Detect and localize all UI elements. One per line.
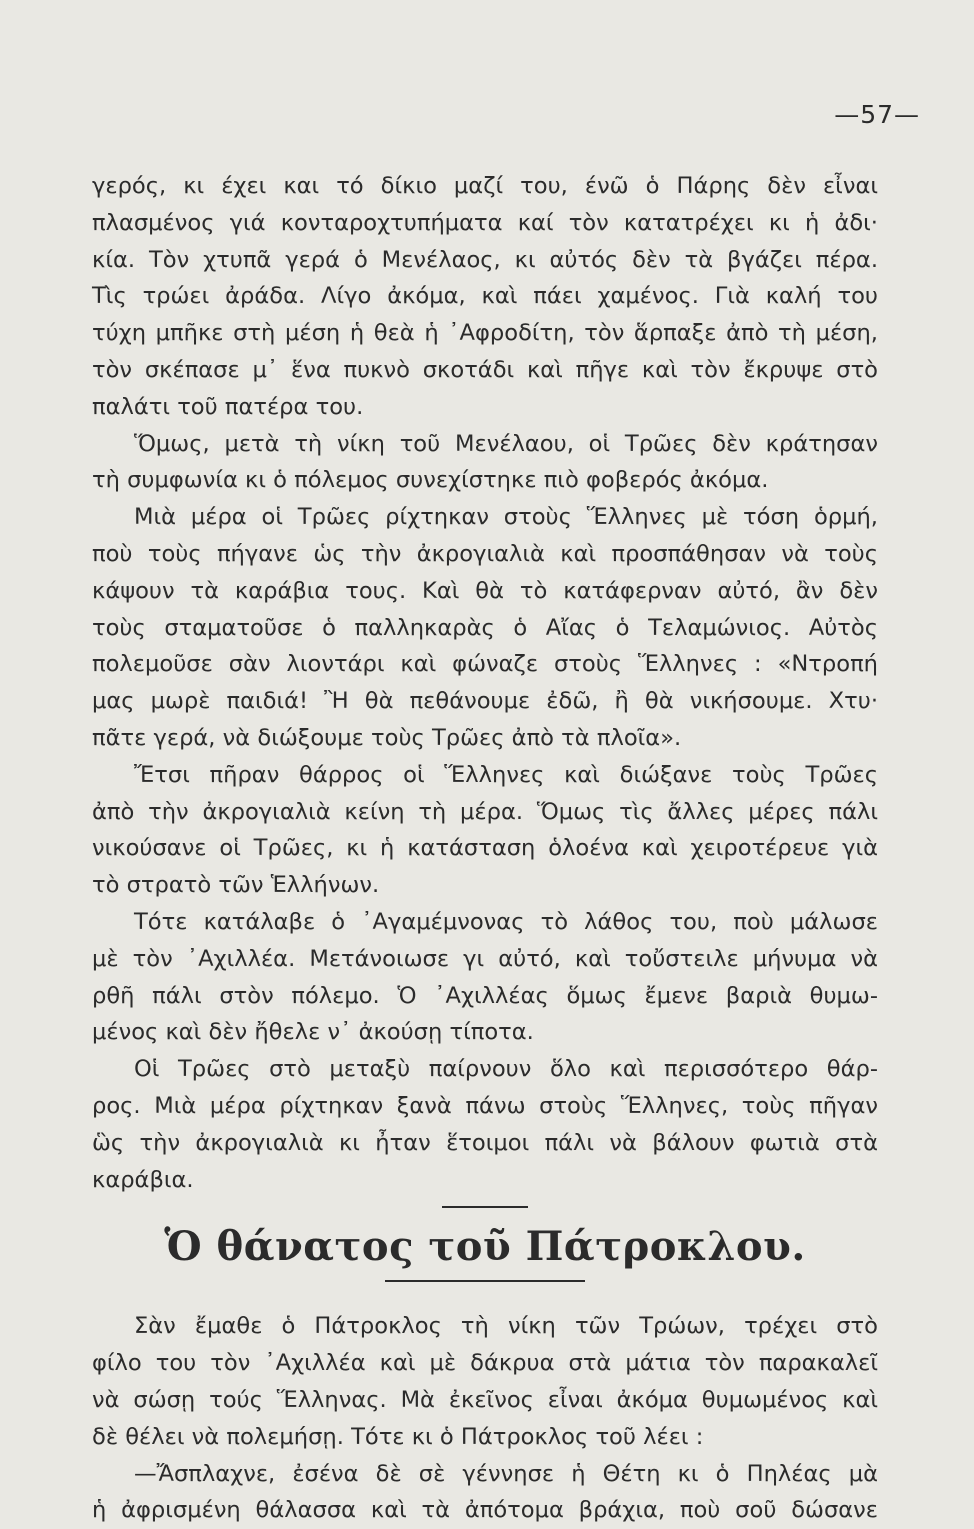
- text-line: Σὰν ἔμαθε ὁ Πάτροκλος τὴ νίκη τῶν Τρώων, τρέχει στὸ: [92, 1308, 878, 1345]
- text-line: κία. Τὸν χτυπᾶ γερά ὁ Μενέλαος, κι αὐτός δὲν τὰ βγάζει πέρα.: [92, 242, 878, 279]
- text-line: τοὺς σταματοῦσε ὁ παλληκαρὰς ὁ Αἴας ὁ Τελαμώνιος. Αὐτὸς: [92, 610, 878, 647]
- section-title: Ὁ θάνατος τοῦ Πάτροκλου.: [92, 1224, 878, 1270]
- text-line: πλασμένος γιά κονταροχτυπήματα καί τὸν κατατρέχει κι ἡ ἀδι·: [92, 205, 878, 242]
- text-line: ρος. Μιὰ μέρα ρίχτηκαν ξανὰ πάνω στοὺς Ἕλληνες, τοὺς πῆγαν: [92, 1088, 878, 1125]
- text-line: ἀπὸ τὴν ἀκρογιαλιὰ κείνη τὴ μέρα. Ὅμως τὶς ἄλλες μέρες πάλι: [92, 794, 878, 831]
- text-line: μας μωρὲ παιδιά! Ἢ θὰ πεθάνουμε ἐδῶ, ἢ θὰ νικήσουμε. Χτυ·: [92, 683, 878, 720]
- paragraph: [92, 499, 878, 757]
- paragraph: [92, 757, 878, 904]
- body-text: [92, 0, 878, 1529]
- text-line: Ὅμως, μετὰ τὴ νίκη τοῦ Μενέλαου, οἱ Τρῶες δὲν κράτησαν: [92, 426, 878, 463]
- paragraph: [92, 1051, 878, 1198]
- text-line: Τότε κατάλαβε ὁ ᾽Αγαμέμνονας τὸ λάθος του, ποὺ μάλωσε: [92, 904, 878, 941]
- text-line: παλάτι τοῦ πατέρα του.: [92, 389, 878, 426]
- text-line: τὸν σκέπασε μ᾽ ἕνα πυκνὸ σκοτάδι καὶ πῆγε καὶ τὸν ἔκρυψε στὸ: [92, 352, 878, 389]
- text-line: νικούσανε οἱ Τρῶες, κι ἡ κατάσταση ὁλοένα καὶ χειροτέρευε γιὰ: [92, 830, 878, 867]
- paragraph: [92, 904, 878, 1051]
- text-line: Οἱ Τρῶες στὸ μεταξὺ παίρνουν ὅλο καὶ περισσότερο θάρ-: [92, 1051, 878, 1088]
- text-line: ἡ ἀφρισμένη θάλασσα καὶ τὰ ἀπότομα βράχια, ποὺ σοῦ δώσανε: [92, 1492, 878, 1529]
- text-line: μὲ τὸν ᾽Αχιλλέα. Μετάνοιωσε γι αὐτό, καὶ τοὔστειλε μήνυμα νὰ: [92, 941, 878, 978]
- page-number: —57—: [834, 100, 920, 129]
- text-line: ὣς τὴν ἀκρογιαλιὰ κι ἦταν ἕτοιμοι πάλι νὰ βάλουν φωτιὰ στὰ: [92, 1125, 878, 1162]
- text-line: τύχη μπῆκε στὴ μέση ἡ θεὰ ἡ ᾽Αφροδίτη, τὸν ἅρπαξε ἀπὸ τὴ μέση,: [92, 315, 878, 352]
- paragraph: [92, 1456, 878, 1529]
- text-line: πολεμοῦσε σὰν λιοντάρι καὶ φώναζε στοὺς Ἕλληνες : «Ντροπή: [92, 646, 878, 683]
- text-line: Μιὰ μέρα οἱ Τρῶες ρίχτηκαν στοὺς Ἕλληνες μὲ τόση ὁρμή,: [92, 499, 878, 536]
- text-line: Τὶς τρώει ἀράδα. Λίγο ἀκόμα, καὶ πάει χαμένος. Γιὰ καλή του: [92, 278, 878, 315]
- paragraph: [92, 1308, 878, 1455]
- text-line: —Ἄσπλαχνε, ἐσένα δὲ σὲ γέννησε ἡ Θέτη κι ὁ Πηλέας μὰ: [92, 1456, 878, 1493]
- text-line: ποὺ τοὺς πήγανε ὡς τὴν ἀκρογιαλιὰ καὶ προσπάθησαν νὰ τοὺς: [92, 536, 878, 573]
- text-line: Ἔτσι πῆραν θάρρος οἱ Ἕλληνες καὶ διώξανε τοὺς Τρῶες: [92, 757, 878, 794]
- paragraph: [92, 426, 878, 500]
- text-line: κάψουν τὰ καράβια τους. Καὶ θὰ τὸ κατάφερναν αὐτό, ἂν δὲν: [92, 573, 878, 610]
- text-line: νὰ σώσῃ τούς Ἕλληνας. Μὰ ἐκεῖνος εἶναι ἀκόμα θυμωμένος καὶ: [92, 1382, 878, 1419]
- text-line: καράβια.: [92, 1162, 878, 1199]
- text-line: πᾶτε γερά, νὰ διώξουμε τοὺς Τρῶες ἀπὸ τὰ πλοῖα».: [92, 720, 878, 757]
- text-line: φίλο του τὸν ᾽Αχιλλέα καὶ μὲ δάκρυα στὰ μάτια τὸν παρακαλεῖ: [92, 1345, 878, 1382]
- text-line: τὴ συμφωνία κι ὁ πόλεμος συνεχίστηκε πιὸ φοβερός ἀκόμα.: [92, 462, 878, 499]
- text-line: δὲ θέλει νὰ πολεμήσῃ. Τότε κι ὁ Πάτροκλος τοῦ λέει :: [92, 1419, 878, 1456]
- text-line: ρθῆ πάλι στὸν πόλεμο. Ὁ ᾽Αχιλλέας ὅμως ἔμενε βαριὰ θυμω-: [92, 978, 878, 1015]
- text-line: γερός, κι έχει και τό δίκιο μαζί του, ένῶ ὁ Πάρης δὲν εἶναι: [92, 168, 878, 205]
- section-divider-bottom: [385, 1280, 585, 1282]
- text-line: μένος καὶ δὲν ἤθελε ν᾽ ἀκούσῃ τίποτα.: [92, 1014, 878, 1051]
- text-line: τὸ στρατὸ τῶν Ἑλλήνων.: [92, 867, 878, 904]
- paragraph: [92, 168, 878, 426]
- section-divider-top: [442, 1206, 528, 1208]
